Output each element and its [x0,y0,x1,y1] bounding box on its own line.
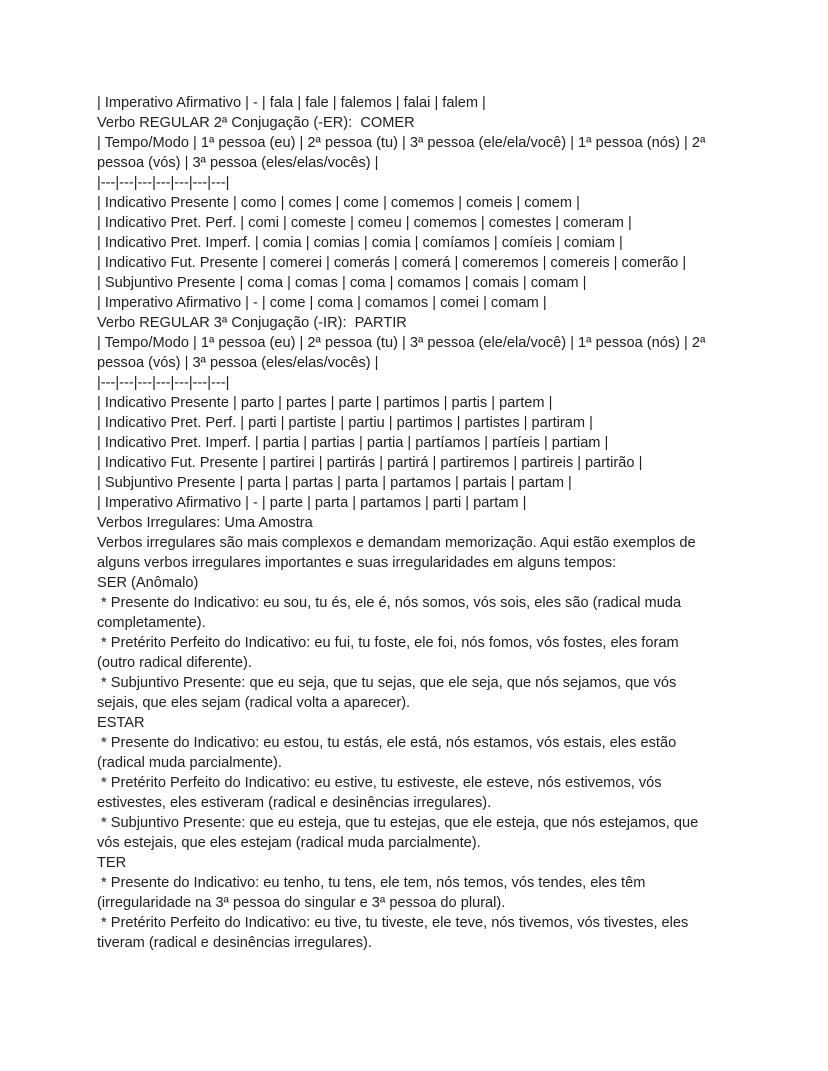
ser-pret-perf-1: * Pretérito Perfeito do Indicativo: eu fui, tu foste, ele foi, nós fomos, vós fostes, eles foram [97,635,679,651]
ser-subjuntivo-2: sejais, que eles sejam (radical volta a aparecer). [97,695,411,711]
comer-row-pret-perf: | Indicativo Pret. Perf. | comi | comeste | comeu | comemos | comestes | comeram | [97,215,632,231]
row-falar-imperativo: | Imperativo Afirmativo | - | fala | fale | falemos | falai | falem | [97,95,486,111]
estar-presente-1: * Presente do Indicativo: eu estou, tu estás, ele está, nós estamos, vós estais, eles estão [97,735,677,751]
partir-row-pret-perf: | Indicativo Pret. Perf. | parti | partiste | partiu | partimos | partistes | partiram | [97,415,593,431]
estar-presente-2: (radical muda parcialmente). [97,755,282,771]
estar-subjuntivo-2: vós estejais, que eles estejam (radical muda parcialmente). [97,835,481,851]
ser-subjuntivo-1: * Subjuntivo Presente: que eu seja, que tu sejas, que ele seja, que nós sejamos, que vós [97,675,677,691]
partir-table-separator: |---|---|---|---|---|---|---| [97,375,230,391]
ter-presente-1: * Presente do Indicativo: eu tenho, tu tens, ele tem, nós temos, vós tendes, eles têm [97,875,646,891]
ser-presente-1: * Presente do Indicativo: eu sou, tu és, ele é, nós somos, vós sois, eles são (radical muda [97,595,682,611]
ser-presente-2: completamente). [97,615,206,631]
document-text-block [97,93,705,953]
heading-estar: ESTAR [97,715,145,731]
comer-row-fut-presente: | Indicativo Fut. Presente | comerei | comerás | comerá | comeremos | comereis | comerão | [97,255,687,271]
partir-table-header-2: pessoa (vós) | 3ª pessoa (eles/elas/vocês) | [97,355,379,371]
comer-table-header-2: pessoa (vós) | 3ª pessoa (eles/elas/vocês) | [97,155,379,171]
irregulares-intro-1: Verbos irregulares são mais complexos e demandam memorização. Aqui estão exemplos de [97,535,696,551]
partir-table-header-1: | Tempo/Modo | 1ª pessoa (eu) | 2ª pessoa (tu) | 3ª pessoa (ele/ela/você) | 1ª pessoa (nós) | 2ª [97,335,706,351]
partir-row-presente: | Indicativo Presente | parto | partes | parte | partimos | partis | partem | [97,395,553,411]
partir-row-fut-presente: | Indicativo Fut. Presente | partirei | partirás | partirá | partiremos | partireis | partirão | [97,455,643,471]
ter-pret-perf-1: * Pretérito Perfeito do Indicativo: eu tive, tu tiveste, ele teve, nós tivemos, vós tivestes, eles [97,915,689,931]
heading-comer: Verbo REGULAR 2ª Conjugação (-ER): COMER [97,115,415,131]
estar-pret-perf-1: * Pretérito Perfeito do Indicativo: eu estive, tu estiveste, ele esteve, nós estivemos, vós [97,775,662,791]
ser-pret-perf-2: (outro radical diferente). [97,655,252,671]
partir-row-imperativo: | Imperativo Afirmativo | - | parte | parta | partamos | parti | partam | [97,495,527,511]
heading-verbos-irregulares: Verbos Irregulares: Uma Amostra [97,515,313,531]
comer-table-header-1: | Tempo/Modo | 1ª pessoa (eu) | 2ª pessoa (tu) | 3ª pessoa (ele/ela/você) | 1ª pessoa (nós) | 2ª [97,135,706,151]
ter-presente-2: (irregularidade na 3ª pessoa do singular e 3ª pessoa do plural). [97,895,506,911]
comer-row-subjuntivo: | Subjuntivo Presente | coma | comas | coma | comamos | comais | comam | [97,275,587,291]
estar-subjuntivo-1: * Subjuntivo Presente: que eu esteja, que tu estejas, que ele esteja, que nós estejamos, que [97,815,699,831]
partir-row-subjuntivo: | Subjuntivo Presente | parta | partas | parta | partamos | partais | partam | [97,475,572,491]
heading-ser: SER (Anômalo) [97,575,199,591]
irregulares-intro-2: alguns verbos irregulares importantes e suas irregularidades em alguns tempos: [97,555,617,571]
ter-pret-perf-2: tiveram (radical e desinências irregulares). [97,935,372,951]
partir-row-pret-imperf: | Indicativo Pret. Imperf. | partia | partias | partia | partíamos | partíeis | partiam | [97,435,609,451]
comer-row-imperativo: | Imperativo Afirmativo | - | come | coma | comamos | comei | comam | [97,295,547,311]
comer-table-separator: |---|---|---|---|---|---|---| [97,175,230,191]
comer-row-presente: | Indicativo Presente | como | comes | come | comemos | comeis | comem | [97,195,580,211]
heading-partir: Verbo REGULAR 3ª Conjugação (-IR): PARTIR [97,315,407,331]
comer-row-pret-imperf: | Indicativo Pret. Imperf. | comia | comias | comia | comíamos | comíeis | comiam | [97,235,623,251]
heading-ter: TER [97,855,127,871]
estar-pret-perf-2: estivestes, eles estiveram (radical e desinências irregulares). [97,795,492,811]
